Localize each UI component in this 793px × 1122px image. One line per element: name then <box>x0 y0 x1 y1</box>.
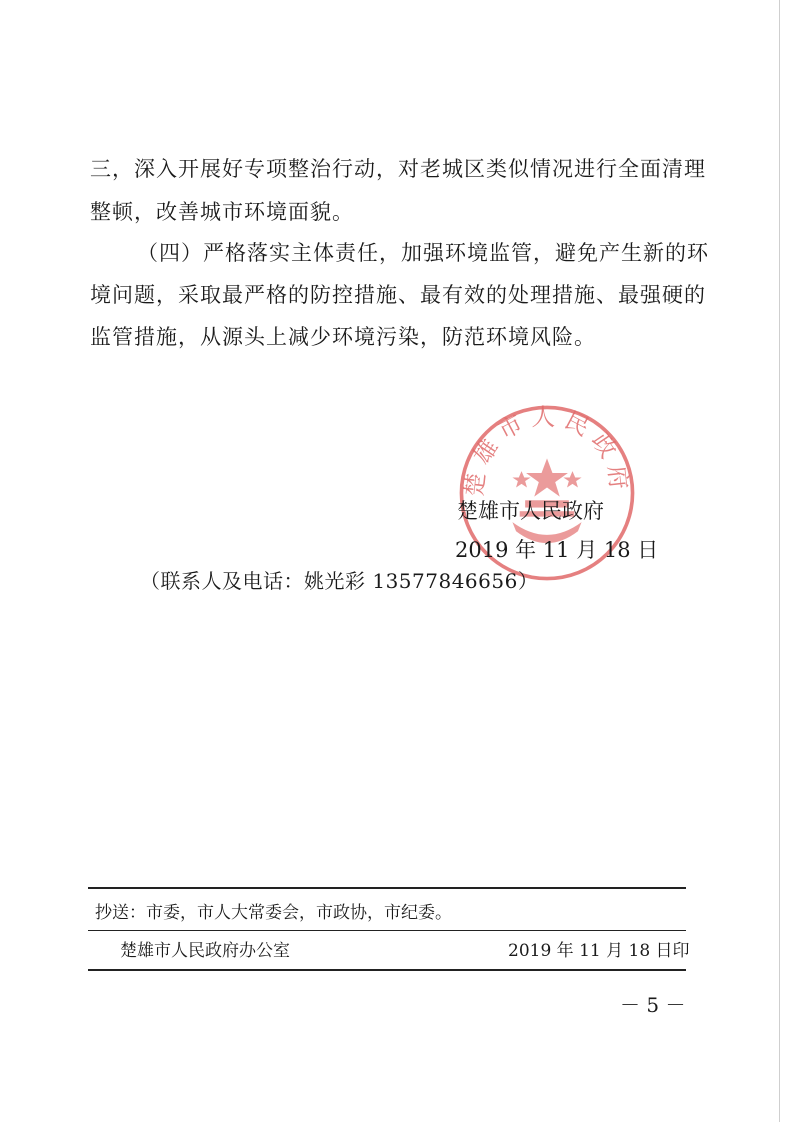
issuer-name: 楚雄市人民政府 <box>457 499 604 523</box>
issue-date: 2019 年 11 月 18 日 <box>455 538 659 562</box>
body-line-4: 境问题，采取最严格的防控措施、最有效的处理措施、最强硬的 <box>90 283 706 307</box>
scan-edge-line <box>779 0 780 1122</box>
svg-text:楚雄市人民政府: 楚雄市人民政府 <box>460 403 634 498</box>
body-line-3: （四）严格落实主体责任，加强环境监管，避免产生新的环 <box>137 241 709 265</box>
footer-rule-bottom <box>88 969 686 971</box>
page-number: － 5 － <box>620 993 686 1017</box>
footer-rule-middle <box>88 930 686 931</box>
body-line-2: 整顿，改善城市环境面貌。 <box>90 200 354 224</box>
issuing-office: 楚雄市人民政府办公室 <box>120 941 290 961</box>
contact-info: （联系人及电话：姚光彩 13577846656） <box>140 569 539 593</box>
print-date: 2019 年 11 月 18 日印 <box>508 941 690 961</box>
body-line-5: 监管措施，从源头上减少环境污染，防范环境风险。 <box>90 325 596 349</box>
cc-list: 抄送：市委，市人大常委会，市政协，市纪委。 <box>95 903 452 923</box>
body-line-1: 三，深入开展好专项整治行动，对老城区类似情况进行全面清理 <box>90 157 706 181</box>
footer-rule-top <box>88 887 686 889</box>
